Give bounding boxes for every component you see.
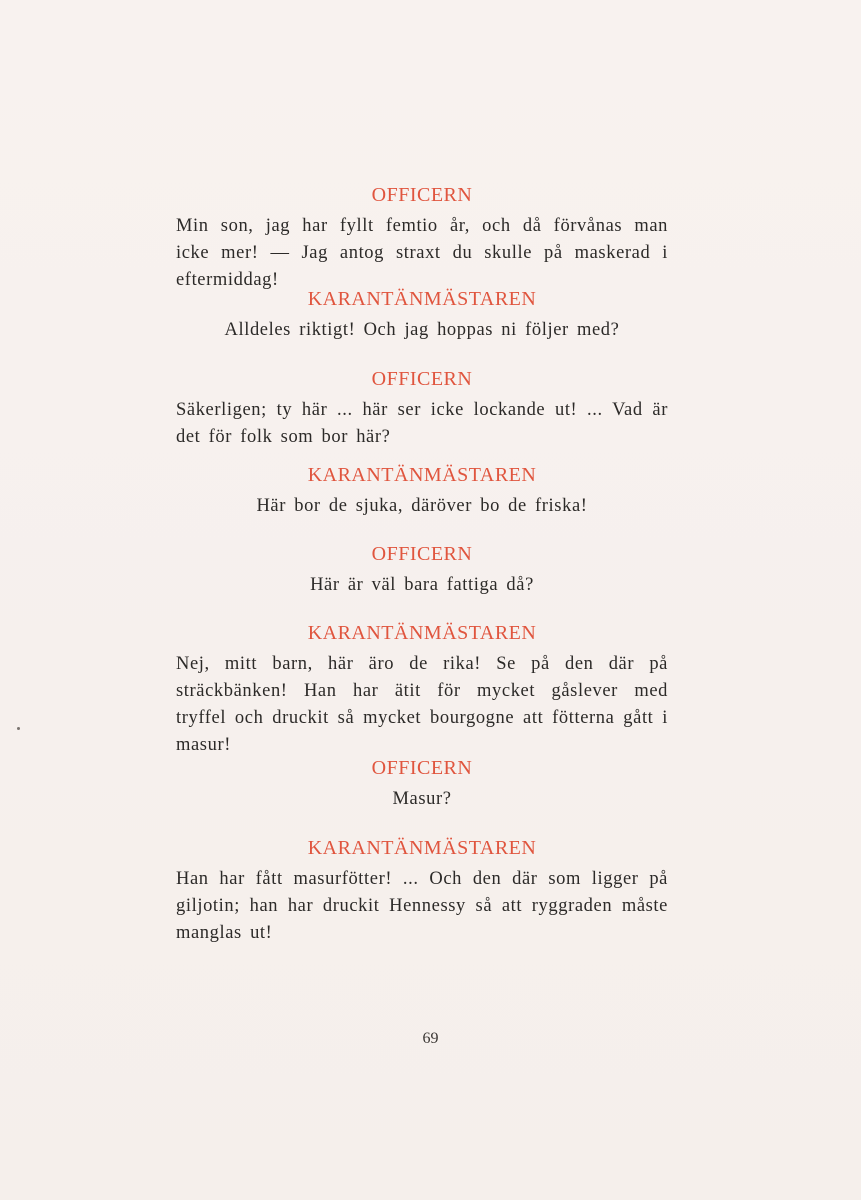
dialogue-entry <box>176 183 668 294</box>
speaker-name: KARANTÄNMÄSTAREN <box>307 288 537 310</box>
dialogue-text: Här är väl bara fattiga då? <box>310 575 534 595</box>
dialogue-text: Masur? <box>392 789 452 809</box>
dialogue-entry <box>176 836 668 947</box>
dialogue-text: Här bor de sjuka, däröver bo de friska! <box>256 496 588 516</box>
dialogue-text: Han har fått masurfötter! ... Och den där som ligger på giljotin; han har druckit Hennessy så att ryggraden måste manglas ut! <box>176 869 668 943</box>
dialogue-text: Nej, mitt barn, här äro de rika! Se på den där på sträckbänken! Han har ätit för mycket gåslever med tryffel och druckit så mycket bourgogne att fötterna gått i masur! <box>176 654 668 755</box>
dialogue-text: Alldeles riktigt! Och jag hoppas ni följer med? <box>224 320 620 340</box>
speaker-name: OFFICERN <box>371 757 473 779</box>
dialogue-entry <box>176 756 668 813</box>
speaker-name: OFFICERN <box>371 368 473 390</box>
dialogue-entry <box>176 542 668 599</box>
page-number: 69 <box>422 1030 439 1047</box>
speaker-name: KARANTÄNMÄSTAREN <box>307 837 537 859</box>
paper-speck <box>17 727 20 730</box>
dialogue-text: Säkerligen; ty här ... här ser icke lockande ut! ... Vad är det för folk som bor här? <box>176 400 668 447</box>
dialogue-entry <box>176 367 668 451</box>
dialogue-entry <box>176 621 668 759</box>
dialogue-entry <box>176 463 668 520</box>
dialogue-text: Min son, jag har fyllt femtio år, och då förvånas man icke mer! — Jag antog straxt du skulle på maskerad i eftermiddag! <box>176 216 668 290</box>
speaker-name: KARANTÄNMÄSTAREN <box>307 464 537 486</box>
speaker-name: KARANTÄNMÄSTAREN <box>307 622 537 644</box>
speaker-name: OFFICERN <box>371 184 473 206</box>
speaker-name: OFFICERN <box>371 543 473 565</box>
dialogue-entry <box>176 287 668 344</box>
